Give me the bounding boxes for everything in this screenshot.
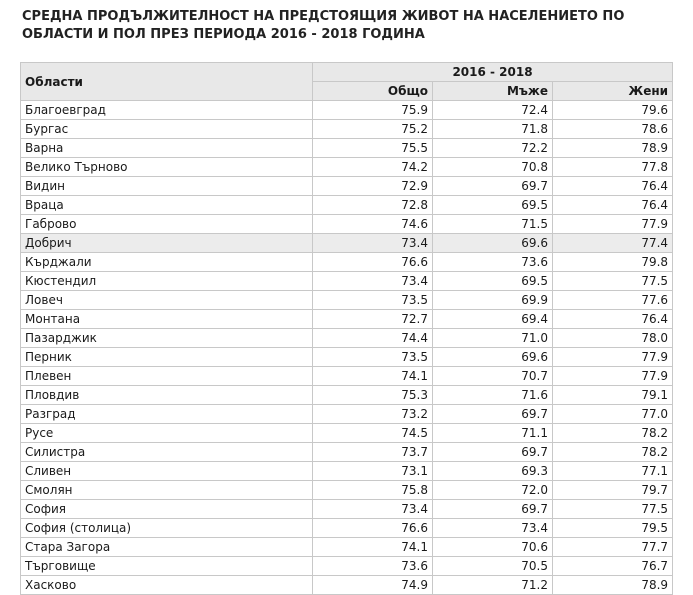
region-name-cell: Добрич (21, 234, 313, 253)
table-row (21, 329, 673, 348)
total-value-cell: 73.2 (313, 405, 433, 424)
male-value-cell: 71.2 (433, 576, 553, 595)
male-value-cell: 69.5 (433, 196, 553, 215)
table-row (21, 519, 673, 538)
total-value-cell: 74.9 (313, 576, 433, 595)
total-value-cell: 75.5 (313, 139, 433, 158)
male-value-cell: 69.7 (433, 500, 553, 519)
male-value-cell: 73.4 (433, 519, 553, 538)
region-name-cell: Габрово (21, 215, 313, 234)
table-row (21, 101, 673, 120)
total-value-cell: 74.1 (313, 367, 433, 386)
female-value-cell: 78.6 (553, 120, 673, 139)
female-value-cell: 79.1 (553, 386, 673, 405)
male-value-cell: 69.6 (433, 234, 553, 253)
female-value-cell: 78.2 (553, 424, 673, 443)
table-row (21, 443, 673, 462)
table-row (21, 177, 673, 196)
region-name-cell: Сливен (21, 462, 313, 481)
region-name-cell: Видин (21, 177, 313, 196)
male-value-cell: 72.2 (433, 139, 553, 158)
table-row (21, 576, 673, 595)
female-value-cell: 77.7 (553, 538, 673, 557)
region-name-cell: Велико Търново (21, 158, 313, 177)
table-row (21, 310, 673, 329)
female-value-cell: 77.9 (553, 367, 673, 386)
male-value-cell: 71.1 (433, 424, 553, 443)
male-value-cell: 69.7 (433, 405, 553, 424)
region-name-cell: Перник (21, 348, 313, 367)
table-row (21, 348, 673, 367)
total-column-header: Общо (313, 82, 433, 101)
female-value-cell: 77.9 (553, 348, 673, 367)
page-title-line-1: СРЕДНА ПРОДЪЛЖИТЕЛНОСТ НА ПРЕДСТОЯЩИЯ ЖИВОТ НА НАСЕЛЕНИЕТО ПО (22, 9, 625, 24)
region-name-cell: София (столица) (21, 519, 313, 538)
total-value-cell: 73.4 (313, 500, 433, 519)
total-value-cell: 73.6 (313, 557, 433, 576)
table-row (21, 481, 673, 500)
region-name-cell: Търговище (21, 557, 313, 576)
page-title (22, 8, 682, 44)
table-row (21, 120, 673, 139)
male-value-cell: 70.8 (433, 158, 553, 177)
table-row (21, 462, 673, 481)
male-value-cell: 71.5 (433, 215, 553, 234)
region-name-cell: Монтана (21, 310, 313, 329)
female-value-cell: 79.6 (553, 101, 673, 120)
total-value-cell: 75.8 (313, 481, 433, 500)
region-name-cell: Пазарджик (21, 329, 313, 348)
total-value-cell: 74.5 (313, 424, 433, 443)
female-column-header: Жени (553, 82, 673, 101)
male-value-cell: 69.7 (433, 177, 553, 196)
male-value-cell: 71.0 (433, 329, 553, 348)
total-value-cell: 72.7 (313, 310, 433, 329)
region-name-cell: Варна (21, 139, 313, 158)
female-value-cell: 77.8 (553, 158, 673, 177)
total-value-cell: 72.9 (313, 177, 433, 196)
region-name-cell: Кърджали (21, 253, 313, 272)
female-value-cell: 76.4 (553, 310, 673, 329)
period-header: 2016 - 2018 (313, 63, 673, 82)
table-row (21, 158, 673, 177)
region-name-cell: Враца (21, 196, 313, 215)
table-row (21, 386, 673, 405)
life-expectancy-table (20, 62, 673, 595)
total-value-cell: 73.4 (313, 272, 433, 291)
female-value-cell: 78.9 (553, 576, 673, 595)
region-name-cell: София (21, 500, 313, 519)
female-value-cell: 78.0 (553, 329, 673, 348)
page-title-line-2: ОБЛАСТИ И ПОЛ ПРЕЗ ПЕРИОДА 2016 - 2018 ГОДИНА (22, 27, 425, 42)
region-name-cell: Хасково (21, 576, 313, 595)
male-value-cell: 71.6 (433, 386, 553, 405)
total-value-cell: 75.9 (313, 101, 433, 120)
total-value-cell: 75.3 (313, 386, 433, 405)
total-value-cell: 73.5 (313, 348, 433, 367)
male-value-cell: 69.9 (433, 291, 553, 310)
total-value-cell: 72.8 (313, 196, 433, 215)
female-value-cell: 78.9 (553, 139, 673, 158)
total-value-cell: 75.2 (313, 120, 433, 139)
total-value-cell: 76.6 (313, 253, 433, 272)
region-name-cell: Бургас (21, 120, 313, 139)
table-row (21, 272, 673, 291)
table-row (21, 215, 673, 234)
total-value-cell: 73.5 (313, 291, 433, 310)
male-value-cell: 71.8 (433, 120, 553, 139)
table-row (21, 367, 673, 386)
table-row (21, 500, 673, 519)
region-column-header: Области (21, 63, 313, 101)
total-value-cell: 73.7 (313, 443, 433, 462)
female-value-cell: 77.5 (553, 272, 673, 291)
female-value-cell: 76.4 (553, 177, 673, 196)
female-value-cell: 77.5 (553, 500, 673, 519)
total-value-cell: 74.6 (313, 215, 433, 234)
region-name-cell: Благоевград (21, 101, 313, 120)
female-value-cell: 79.8 (553, 253, 673, 272)
male-value-cell: 69.7 (433, 443, 553, 462)
male-value-cell: 69.3 (433, 462, 553, 481)
table-row (21, 234, 673, 253)
female-value-cell: 77.1 (553, 462, 673, 481)
region-name-cell: Кюстендил (21, 272, 313, 291)
female-value-cell: 77.0 (553, 405, 673, 424)
total-value-cell: 74.2 (313, 158, 433, 177)
female-value-cell: 79.5 (553, 519, 673, 538)
table-row (21, 538, 673, 557)
region-name-cell: Плевен (21, 367, 313, 386)
male-value-cell: 72.0 (433, 481, 553, 500)
total-value-cell: 73.4 (313, 234, 433, 253)
female-value-cell: 77.6 (553, 291, 673, 310)
table-row (21, 139, 673, 158)
male-value-cell: 70.7 (433, 367, 553, 386)
female-value-cell: 78.2 (553, 443, 673, 462)
region-name-cell: Пловдив (21, 386, 313, 405)
region-name-cell: Русе (21, 424, 313, 443)
total-value-cell: 74.4 (313, 329, 433, 348)
region-name-cell: Ловеч (21, 291, 313, 310)
male-value-cell: 69.6 (433, 348, 553, 367)
female-value-cell: 79.7 (553, 481, 673, 500)
male-value-cell: 70.5 (433, 557, 553, 576)
table-row (21, 424, 673, 443)
male-value-cell: 69.5 (433, 272, 553, 291)
female-value-cell: 77.4 (553, 234, 673, 253)
female-value-cell: 76.7 (553, 557, 673, 576)
table-row (21, 405, 673, 424)
region-name-cell: Стара Загора (21, 538, 313, 557)
male-value-cell: 72.4 (433, 101, 553, 120)
region-name-cell: Силистра (21, 443, 313, 462)
male-value-cell: 69.4 (433, 310, 553, 329)
table-row (21, 196, 673, 215)
male-value-cell: 73.6 (433, 253, 553, 272)
male-column-header: Мъже (433, 82, 553, 101)
table-row (21, 557, 673, 576)
total-value-cell: 76.6 (313, 519, 433, 538)
table-row (21, 291, 673, 310)
total-value-cell: 74.1 (313, 538, 433, 557)
female-value-cell: 76.4 (553, 196, 673, 215)
female-value-cell: 77.9 (553, 215, 673, 234)
total-value-cell: 73.1 (313, 462, 433, 481)
region-name-cell: Разград (21, 405, 313, 424)
region-name-cell: Смолян (21, 481, 313, 500)
table-row (21, 253, 673, 272)
male-value-cell: 70.6 (433, 538, 553, 557)
